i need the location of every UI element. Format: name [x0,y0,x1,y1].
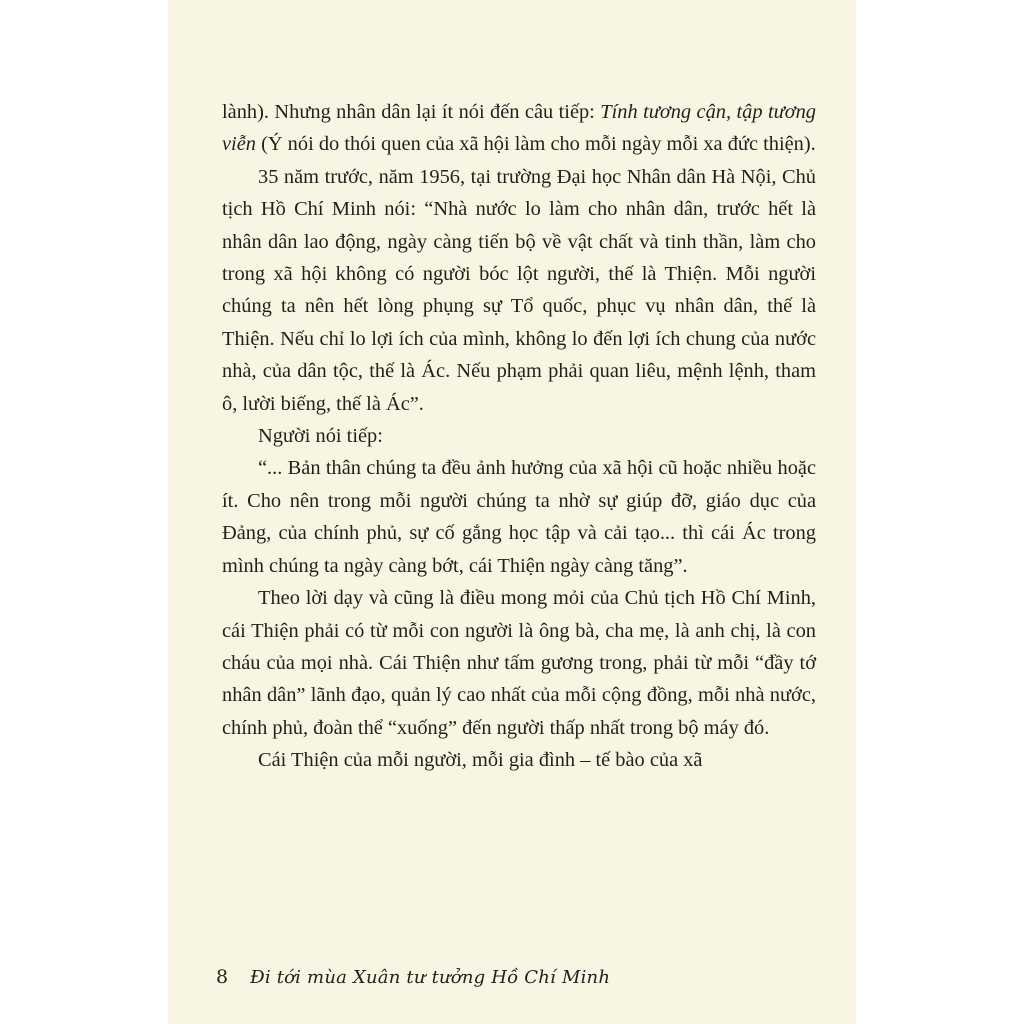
paragraph-1 [222,96,816,161]
book-page [168,0,856,1024]
paragraph-2: 35 năm trước, năm 1956, tại trường Đại học Nhân dân Hà Nội, Chủ tịch Hồ Chí Minh nói: “Nhà nước lo làm cho nhân dân, trước hết là nhân dân lao động, ngày càng tiến bộ về vật chất và tinh thần, làm cho trong xã hội không có người bóc lột người, thế là Thiện. Mỗi người chúng ta nên hết lòng phụng sự Tổ quốc, phục vụ nhân dân, thế là Thiện. Nếu chỉ lo lợi ích của mình, không lo đến lợi ích chung của nước nhà, của dân tộc, thế là Ác. Nếu phạm phải quan liêu, mệnh lệnh, tham ô, lười biếng, thế là Ác”. [222,165,816,415]
paragraph-1-text-end: (Ý nói do thói quen của xã hội làm cho mỗi ngày mỗi xa đức thiện). [255,133,816,156]
paragraph-1-italic-quote: Tính tương cận, tập tương viễn [222,101,817,156]
paragraph-6: Cái Thiện của mỗi người, mỗi gia đình – tế bào của xã [258,749,703,772]
page-footer [216,966,610,988]
page-number: 8 [216,966,229,988]
paragraph-4: “... Bản thân chúng ta đều ảnh hưởng của xã hội cũ hoặc nhiều hoặc ít. Cho nên trong mỗi người chúng ta nhờ sự giúp đỡ, giáo dục của Đảng, của chính phủ, sự cố gắng học tập và cải tạo... thì cái Ác trong mình chúng ta ngày càng bớt, cái Thiện ngày càng tăng”. [222,457,816,577]
running-title: Đi tới mùa Xuân tư tưởng Hồ Chí Minh [250,967,611,988]
body-text [222,96,816,777]
paragraph-1-text: lành). Nhưng nhân dân lại ít nói đến câu tiếp: [222,101,601,123]
paragraph-3: Người nói tiếp: [258,425,383,448]
paragraph-5: Theo lời dạy và cũng là điều mong mỏi của Chủ tịch Hồ Chí Minh, cái Thiện phải có từ mỗi con người là ông bà, cha mẹ, là anh chị, là con cháu của mọi nhà. Cái Thiện như tấm gương trong, phải từ mỗi “đầy tớ nhân dân” lãnh đạo, quản lý cao nhất của mỗi cộng đồng, mỗi nhà nước, chính phủ, đoàn thể “xuống” đến người thấp nhất trong bộ máy đó. [222,587,816,739]
